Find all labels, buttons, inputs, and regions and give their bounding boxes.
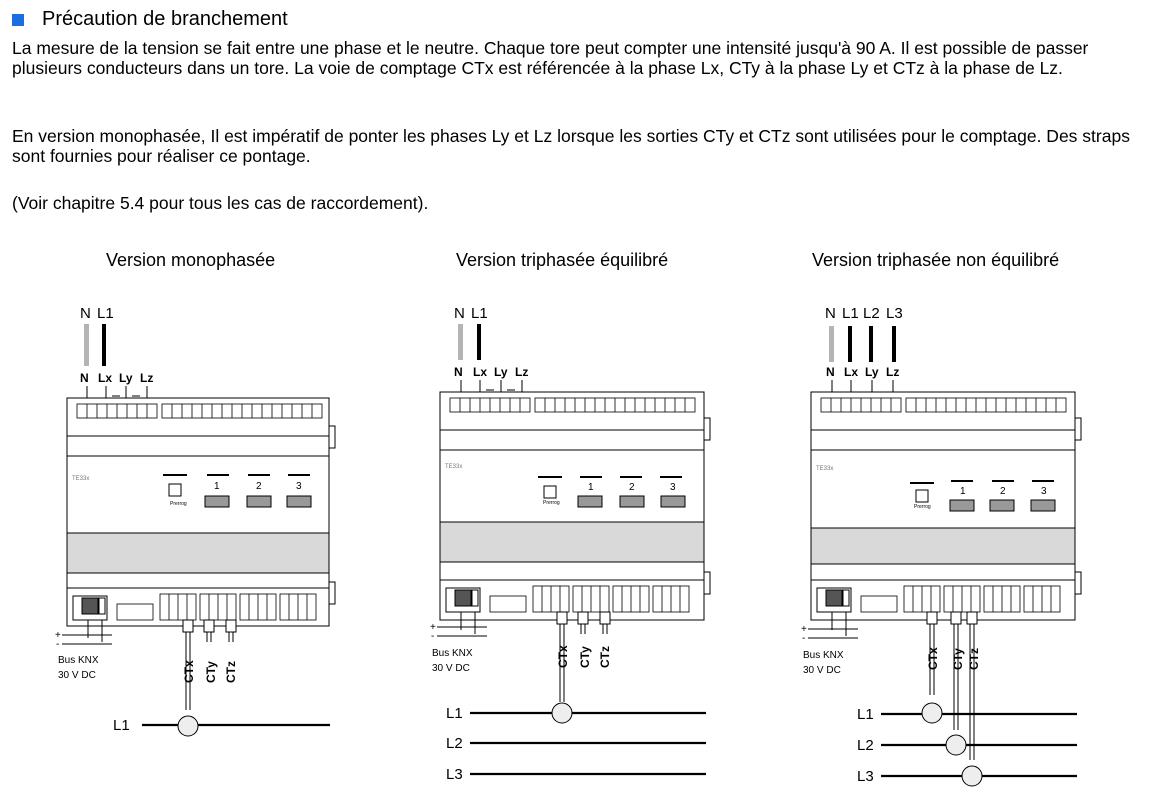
supply-label-l1: L1 bbox=[842, 305, 859, 322]
prog-button-label: Prerrog bbox=[543, 500, 560, 506]
channel-led-2 bbox=[247, 496, 271, 507]
device-body bbox=[67, 398, 335, 626]
bullet-square-icon bbox=[12, 14, 24, 26]
terminal-label-ly: Ly bbox=[865, 365, 879, 379]
channel-led-2 bbox=[990, 500, 1014, 511]
bus-plus: + bbox=[55, 630, 61, 641]
bus-voltage: 30 V DC bbox=[58, 670, 96, 681]
channel-led-1 bbox=[578, 496, 602, 507]
channel-led-3 bbox=[661, 496, 685, 507]
terminal-label-n: N bbox=[80, 371, 89, 385]
line-label-l1: L1 bbox=[113, 717, 130, 734]
channel-label-2: 2 bbox=[256, 481, 262, 492]
current-transformer-icon bbox=[552, 703, 572, 723]
ct-label-z: CTz bbox=[967, 648, 981, 670]
line-label-l2: L2 bbox=[857, 737, 874, 754]
diagram-triphasee-equilibre bbox=[380, 290, 755, 790]
channel-label-3: 3 bbox=[670, 482, 676, 493]
prog-button[interactable] bbox=[916, 490, 928, 502]
phase-wire bbox=[102, 324, 106, 366]
section-heading bbox=[12, 8, 288, 31]
supply-label-n: N bbox=[80, 305, 91, 322]
phase-wire-l1 bbox=[848, 326, 852, 362]
phase-wire-l3 bbox=[892, 326, 896, 362]
channel-label-3: 3 bbox=[1041, 486, 1047, 497]
model-label: TE33x bbox=[72, 476, 90, 482]
terminal-label-lz: Lz bbox=[515, 365, 529, 379]
paragraph-1: La mesure de la tension se fait entre une phase et le neutre. Chaque tore peut compter une intensité jusqu'à 90 A. Il est possible de passer plusieurs conducteurs dans un tore. La voie de comptage CTx est référencée à la phase Lx, CTy à la phase Ly et CTz à la phase de Lz. bbox=[12, 38, 1089, 78]
top-terminal-block bbox=[450, 398, 695, 412]
paragraph-2: En version monophasée, Il est impératif de ponter les phases Ly et Lz lorsque les sorties CTy et CTz sont utilisées pour le comptage. Des straps sont fournies pour réaliser ce pontage. bbox=[12, 126, 1130, 166]
section-title: Précaution de branchement bbox=[42, 8, 288, 30]
terminal-label-lx: Lx bbox=[844, 365, 859, 379]
terminal-label-lx: Lx bbox=[473, 365, 488, 379]
channel-label-1: 1 bbox=[214, 481, 220, 492]
line-label-l3: L3 bbox=[857, 768, 874, 785]
ct-label-x: CTx bbox=[182, 660, 196, 683]
bus-plus: + bbox=[801, 624, 807, 635]
supply-label-n: N bbox=[825, 305, 836, 322]
ct-label-z: CTz bbox=[224, 661, 238, 683]
channel-led-2 bbox=[620, 496, 644, 507]
prog-button-label: Prerrog bbox=[170, 501, 187, 507]
line-label-l1: L1 bbox=[857, 706, 874, 723]
supply-label-l1: L1 bbox=[97, 305, 114, 322]
line-label-l3: L3 bbox=[446, 766, 463, 783]
phase-wire-l2 bbox=[869, 326, 873, 362]
ct-label-z: CTz bbox=[598, 646, 612, 668]
terminal-label-ly: Ly bbox=[119, 371, 133, 385]
current-transformer-icon-l3 bbox=[962, 766, 982, 786]
neutral-wire bbox=[84, 324, 89, 366]
terminal-label-lx: Lx bbox=[98, 371, 113, 385]
model-label: TE33x bbox=[816, 466, 834, 472]
top-terminal-block bbox=[77, 404, 322, 418]
channel-label-1: 1 bbox=[960, 486, 966, 497]
channel-label-3: 3 bbox=[296, 481, 302, 492]
diagram-triphasee-non-equilibre bbox=[755, 290, 1150, 798]
prog-button[interactable] bbox=[169, 484, 181, 496]
bus-label: Bus KNX bbox=[58, 655, 99, 666]
current-transformer-icon-l1 bbox=[922, 703, 942, 723]
channel-led-3 bbox=[287, 496, 311, 507]
channel-label-1: 1 bbox=[588, 482, 594, 493]
line-label-l2: L2 bbox=[446, 735, 463, 752]
bus-voltage: 30 V DC bbox=[803, 665, 841, 676]
terminal-label-lz: Lz bbox=[886, 365, 900, 379]
phase-wire bbox=[477, 324, 481, 360]
caption-triphasee-non-equilibre: Version triphasée non équilibré bbox=[812, 250, 1060, 270]
ct-label-x: CTx bbox=[556, 645, 570, 668]
caption-monophasee: Version monophasée bbox=[106, 250, 276, 270]
terminal-label-ly: Ly bbox=[494, 365, 508, 379]
ct-label-x: CTx bbox=[926, 647, 940, 670]
bus-label: Bus KNX bbox=[803, 650, 844, 661]
bus-minus: - bbox=[56, 639, 60, 650]
bus-label: Bus KNX bbox=[432, 648, 473, 659]
supply-label-n: N bbox=[454, 305, 465, 322]
paragraph-3: (Voir chapitre 5.4 pour tous les cas de raccordement). bbox=[12, 193, 429, 213]
bus-minus: - bbox=[431, 631, 435, 642]
channel-led-3 bbox=[1031, 500, 1055, 511]
ct-label-y: CTy bbox=[951, 648, 965, 670]
bus-voltage: 30 V DC bbox=[432, 663, 470, 674]
channel-label-2: 2 bbox=[1000, 486, 1006, 497]
prog-button-label: Prerrog bbox=[914, 504, 931, 510]
current-transformer-icon-l2 bbox=[946, 735, 966, 755]
ct-label-y: CTy bbox=[204, 661, 218, 683]
line-label-l1: L1 bbox=[446, 705, 463, 722]
channel-led-1 bbox=[950, 500, 974, 511]
supply-label-l3: L3 bbox=[886, 305, 903, 322]
neutral-wire bbox=[829, 326, 834, 362]
model-label: TE33x bbox=[445, 464, 463, 470]
supply-label-l2: L2 bbox=[863, 305, 880, 322]
diagram-monophasee bbox=[0, 290, 380, 750]
knx-connector bbox=[446, 588, 480, 612]
supply-label-l1: L1 bbox=[471, 305, 488, 322]
prog-button[interactable] bbox=[544, 486, 556, 498]
neutral-wire bbox=[458, 324, 463, 360]
terminal-label-lz: Lz bbox=[140, 371, 154, 385]
top-terminal-block bbox=[821, 398, 1066, 412]
terminal-label-n: N bbox=[454, 365, 463, 379]
channel-led-1 bbox=[205, 496, 229, 507]
knx-connector bbox=[73, 596, 107, 620]
terminal-label-n: N bbox=[826, 365, 835, 379]
bus-plus: + bbox=[430, 622, 436, 633]
channel-label-2: 2 bbox=[629, 482, 635, 493]
current-transformer-icon bbox=[178, 716, 198, 736]
caption-triphasee-equilibre: Version triphasée équilibré bbox=[456, 250, 669, 270]
knx-connector bbox=[817, 588, 851, 612]
bus-minus: - bbox=[802, 633, 806, 644]
ct-label-y: CTy bbox=[578, 646, 592, 668]
